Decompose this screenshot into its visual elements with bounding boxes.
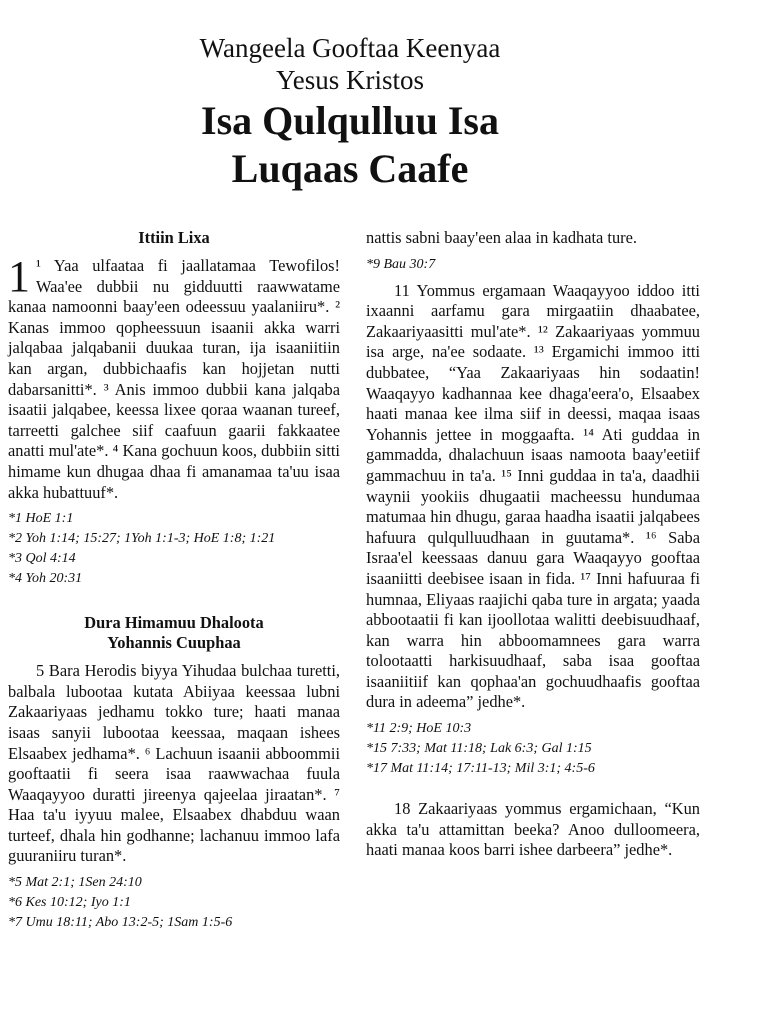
paragraph-text: ¹ Yaa ulfaataa fi jaallatamaa Tewofilos! Waa'ee dubbii nu gidduutti raawwatame kanaa namoonni baay'een odeessuu yaalaniiru*. ² Kanas immoo qopheessuun isaanii akka warri jalqabaa jalqabanii duukaa turan, ija isaaniitiin kan argan, dubbichaafis kan hojjetan nutti dabarsanitti*. ³ Anis immoo dubbii kana jalqaba isaatii jalqabee, keessa lixee qoraa waanan tureef, tarreetti galchee siif caafuun gaarii fakkaatee anatti mul'ate*. ⁴ Kana gochuun koos, dubbiin sitti himame kun dhugaa dhaa fi amanamaa ta'uu isaa akka hubattuuf*. bbox=[8, 256, 340, 502]
paragraph-verse-18: 18 Zakaariyaas yommus ergamichaan, “Kun akka ta'u attamittan beeka? Anoo dulloomeera, haati manaa koos barri ishee darbeera” jedhe*. bbox=[366, 799, 700, 860]
page-header bbox=[0, 32, 700, 192]
chapter-number: 1 bbox=[8, 252, 30, 301]
footnotes-11-17 bbox=[366, 719, 700, 779]
gospel-heading-line2: Yesus Kristos bbox=[275, 65, 425, 95]
footnote: *17 Mat 11:14; 17:11-13; Mil 3:1; 4:5-6 bbox=[366, 761, 595, 777]
book-title-line2: Luqaas Caafe bbox=[231, 146, 469, 191]
footnote: *1 HoE 1:1 bbox=[8, 511, 74, 527]
footnote: *2 Yoh 1:14; 15:27; 1Yoh 1:1-3; HoE 1:8; 1:21 bbox=[8, 531, 276, 547]
footnote: *6 Kes 10:12; Iyo 1:1 bbox=[8, 895, 131, 911]
footnote: *4 Yoh 20:31 bbox=[8, 571, 83, 587]
paragraph-verses-1-4 bbox=[8, 252, 340, 503]
book-title-line1: Isa Qulqulluu Isa bbox=[201, 98, 499, 143]
left-column bbox=[8, 228, 340, 939]
footnotes-5-7 bbox=[8, 873, 340, 933]
footnote: *7 Umu 18:11; Abo 13:2-5; 1Sam 1:5-6 bbox=[8, 915, 233, 931]
footnotes-9 bbox=[366, 255, 700, 275]
section-title-intro: Ittiin Lixa bbox=[138, 228, 210, 247]
right-column bbox=[366, 228, 700, 861]
gospel-heading-line1: Wangeela Gooftaa Keenyaa bbox=[199, 33, 501, 63]
footnotes-1-4 bbox=[8, 509, 340, 589]
footnote: *9 Bau 30:7 bbox=[366, 256, 436, 272]
paragraph-verses-5-7: 5 Bara Herodis biyya Yihudaa bulchaa turetti, balbala lubootaa kutata Abiiyaa keessaa lubni Zakaariyaas jedhamu tokko ture; haati manaa isaas sanyii lubootaa keessaa, maqaan ishees Elsaabex jedhama*. ⁶ Lachuun isaanii abboommii gooftaatii fi seera isaa raawwachaa fuula Waaqayyoo duratti jireenya qajeelaa jiraatan*. ⁷ Haa ta'u iyyuu malee, Elsaabex dhabduu waan turteef, dhala hin godhanne; lachanuu immoo lafa guuraniiru turan*. bbox=[8, 661, 340, 866]
footnote: *5 Mat 2:1; 1Sen 24:10 bbox=[8, 875, 142, 891]
footnote: *11 2:9; HoE 10:3 bbox=[366, 721, 472, 737]
section-title-line: Yohannis Cuuphaa bbox=[107, 633, 241, 653]
section-title-line: Dura Himamuu Dhaloota bbox=[84, 613, 264, 633]
footnote: *3 Qol 4:14 bbox=[8, 551, 76, 567]
paragraph-verses-11-17: 11 Yommus ergamaan Waaqayyoo iddoo itti ixaanni aarfamu gara mirgaatiin dhaabatee, Zakaariyaasitti mul'ate*. ¹² Zakaariyaas yommuu isa arge, na'ee sodaate. ¹³ Ergamichi immoo itti dubbatee, “Yaa Zakaariyaas hin sodaatin! Waaqayyo kadhannaa kee dhaga'eera'o, Elsaabex haati manaa kee ilma siif in deessi, maqaa isaas Yohannis jettee in moggaafta. ¹⁴ Ati guddaa in gammadda, dhalachuun isaas namoota baay'eetiif gammachuu in ta'a. ¹⁵ Inni guddaa in ta'a, daadhii waynii yookiis dhugaatii macheessu hundumaa matumaa hin dhugu, garaa haadha isaatii jalqabees hafuura qulqulluudhaan in guutama*. ¹⁶ Saba Israa'el keessaas danuu gara Waaqayyo gooftaa isaaniitti deebisee isaan in fida. ¹⁷ Inni hafuuraa fi humnaa, Eliyaas raajichi qaba ture in argata; yaada abbootaatii fi kan ijoollotaa walitti deebisuudhaaf, kan warra hin abboomamnees gara warra tolootaatti harkisuudhaaf, saba isaa gooftaa isaaniitiif kan qophaa'an gochuudhaafis gooftaa dura in adeema” jedhe*. bbox=[366, 280, 700, 712]
footnote: *15 7:33; Mat 11:18; Lak 6:3; Gal 1:15 bbox=[366, 741, 592, 757]
paragraph-continued: nattis sabni baay'een alaa in kadhata ture. bbox=[366, 228, 638, 247]
section-title-john-birth bbox=[8, 613, 340, 653]
